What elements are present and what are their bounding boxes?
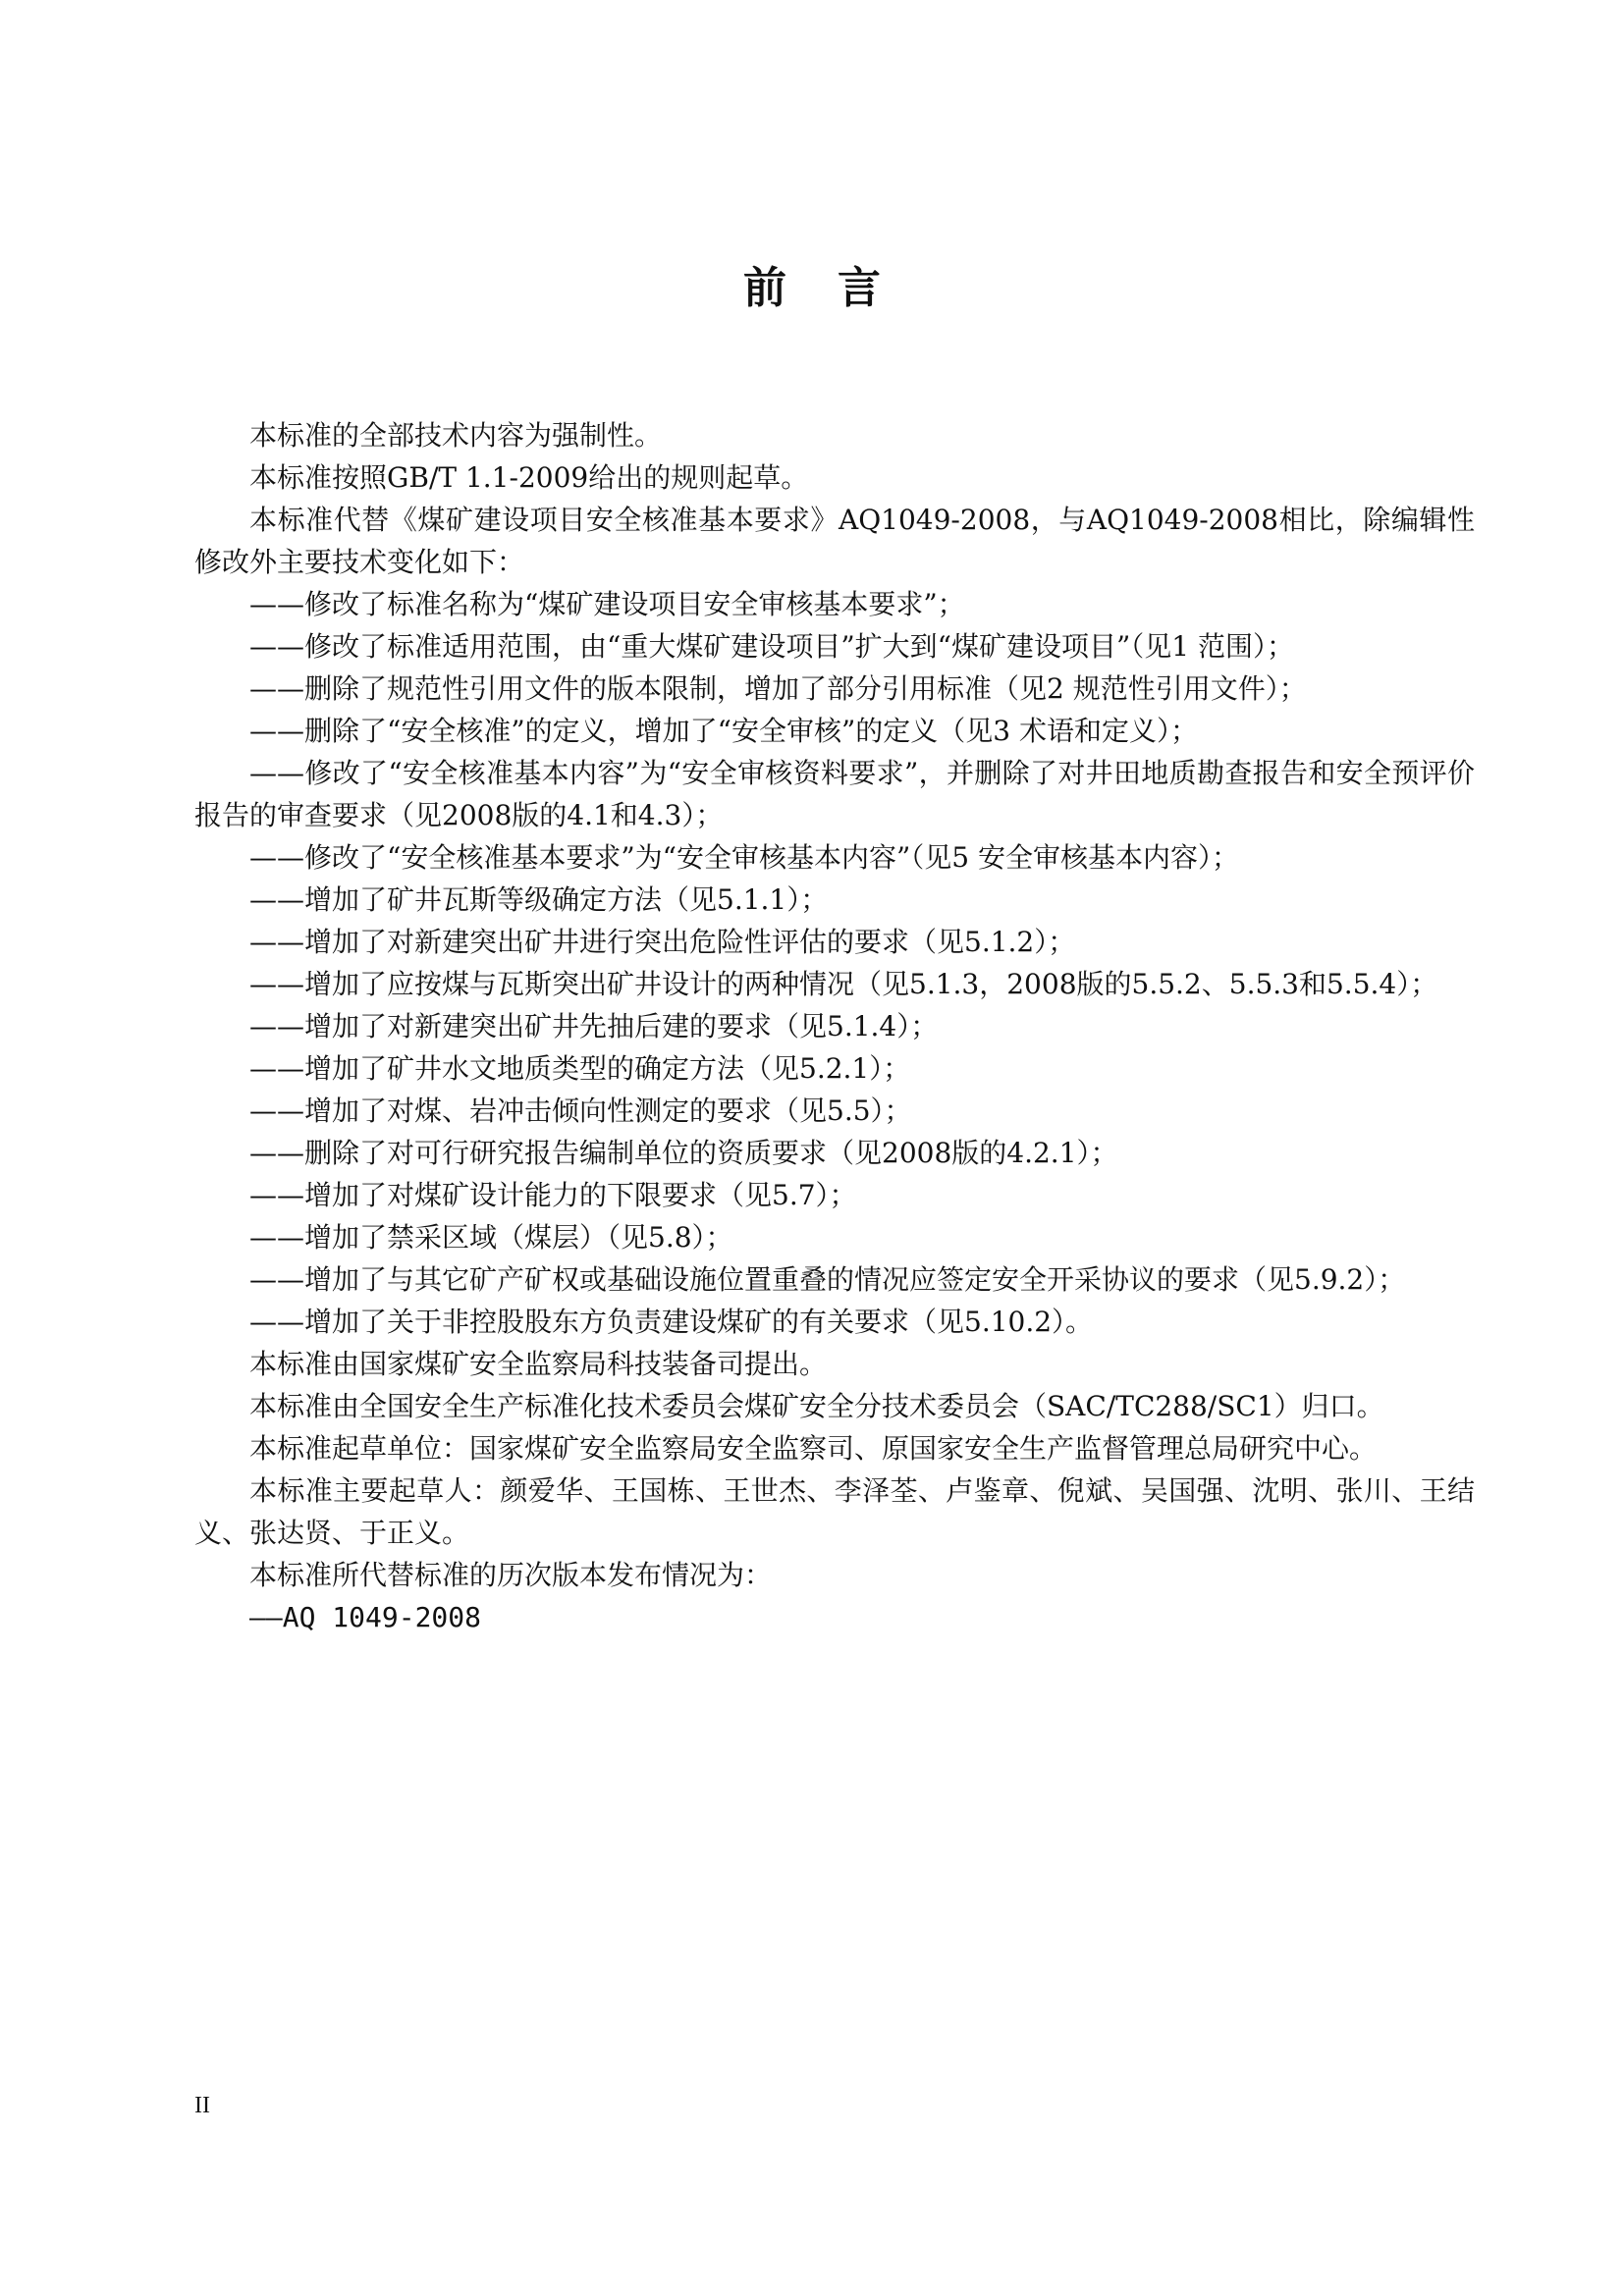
list-item: ——修改了标准适用范围，由“重大煤矿建设项目”扩大到“煤矿建设项目”（见1 范围）； (249, 630, 1294, 663)
list-item: ——增加了对煤矿设计能力的下限要求（见5.7）； (249, 1179, 857, 1211)
list-item: ——修改了“安全核准基本内容”为“安全审核资料要求”，并删除了对井田地质勘查报告和安全预评价报告的审查要求（见2008版的4.1和4.3）； (194, 757, 1475, 831)
list-item: ——删除了“安全核准”的定义，增加了“安全审核”的定义（见3 术语和定义）； (249, 715, 1198, 747)
list-item: ——增加了与其它矿产矿权或基础设施位置重叠的情况应签定安全开采协议的要求（见5.9.2）； (249, 1263, 1406, 1296)
list-item: ——增加了应按煤与瓦斯突出矿井设计的两种情况（见5.1.3，2008版的5.5.2、5.5.3和5.5.4）； (249, 968, 1438, 1000)
page-number: II (194, 2093, 210, 2118)
list-item: ——增加了对新建突出矿井先抽后建的要求（见5.1.4）； (249, 1010, 939, 1042)
list-item: ——修改了标准名称为“煤矿建设项目安全审核基本要求”； (249, 588, 965, 620)
list-item: ——删除了对可行研究报告编制单位的资质要求（见2008版的4.2.1）； (249, 1137, 1118, 1169)
list-item: ——AQ 1049-2008 (249, 1601, 482, 1633)
document-body (194, 414, 1475, 1638)
list-item: ——增加了矿井瓦斯等级确定方法（见5.1.1）； (249, 883, 829, 916)
paragraph: 本标准代替《煤矿建设项目安全核准基本要求》AQ1049-2008，与AQ1049-2008相比，除编辑性修改外主要技术变化如下： (194, 504, 1475, 578)
list-item: ——增加了矿井水文地质类型的确定方法（见5.2.1）； (249, 1052, 911, 1085)
paragraph: 本标准由全国安全生产标准化技术委员会煤矿安全分技术委员会（SAC/TC288/SC1）归口。 (249, 1390, 1384, 1422)
page-title: 前言 (743, 263, 932, 313)
list-item: ——增加了对煤、岩冲击倾向性测定的要求（见5.5）； (249, 1095, 912, 1127)
list-item: ——修改了“安全核准基本要求”为“安全审核基本内容”（见5 安全审核基本内容）； (249, 841, 1239, 874)
list-item: ——删除了规范性引用文件的版本限制，增加了部分引用标准（见2 规范性引用文件）； (249, 672, 1307, 705)
paragraph: 本标准按照GB/T 1.1-2009给出的规则起草。 (249, 461, 809, 494)
paragraph: 本标准由国家煤矿安全监察局科技装备司提出。 (249, 1348, 828, 1380)
paragraph: 本标准起草单位：国家煤矿安全监察局安全监察司、原国家安全生产监督管理总局研究中心。 (249, 1432, 1378, 1465)
paragraph: 本标准所代替标准的历次版本发布情况为： (249, 1559, 773, 1591)
list-item: ——增加了关于非控股股东方负责建设煤矿的有关要求（见5.10.2）。 (249, 1306, 1094, 1338)
paragraph: 本标准的全部技术内容为强制性。 (249, 419, 663, 452)
list-item: ——增加了禁采区域（煤层）（见5.8）； (249, 1221, 733, 1254)
paragraph: 本标准主要起草人：颜爱华、王国栋、王世杰、李泽荃、卢鉴章、倪斌、吴国强、沈明、张川、王结义、张达贤、于正义。 (194, 1474, 1475, 1549)
list-item: ——增加了对新建突出矿井进行突出危险性评估的要求（见5.1.2）； (249, 926, 1076, 958)
